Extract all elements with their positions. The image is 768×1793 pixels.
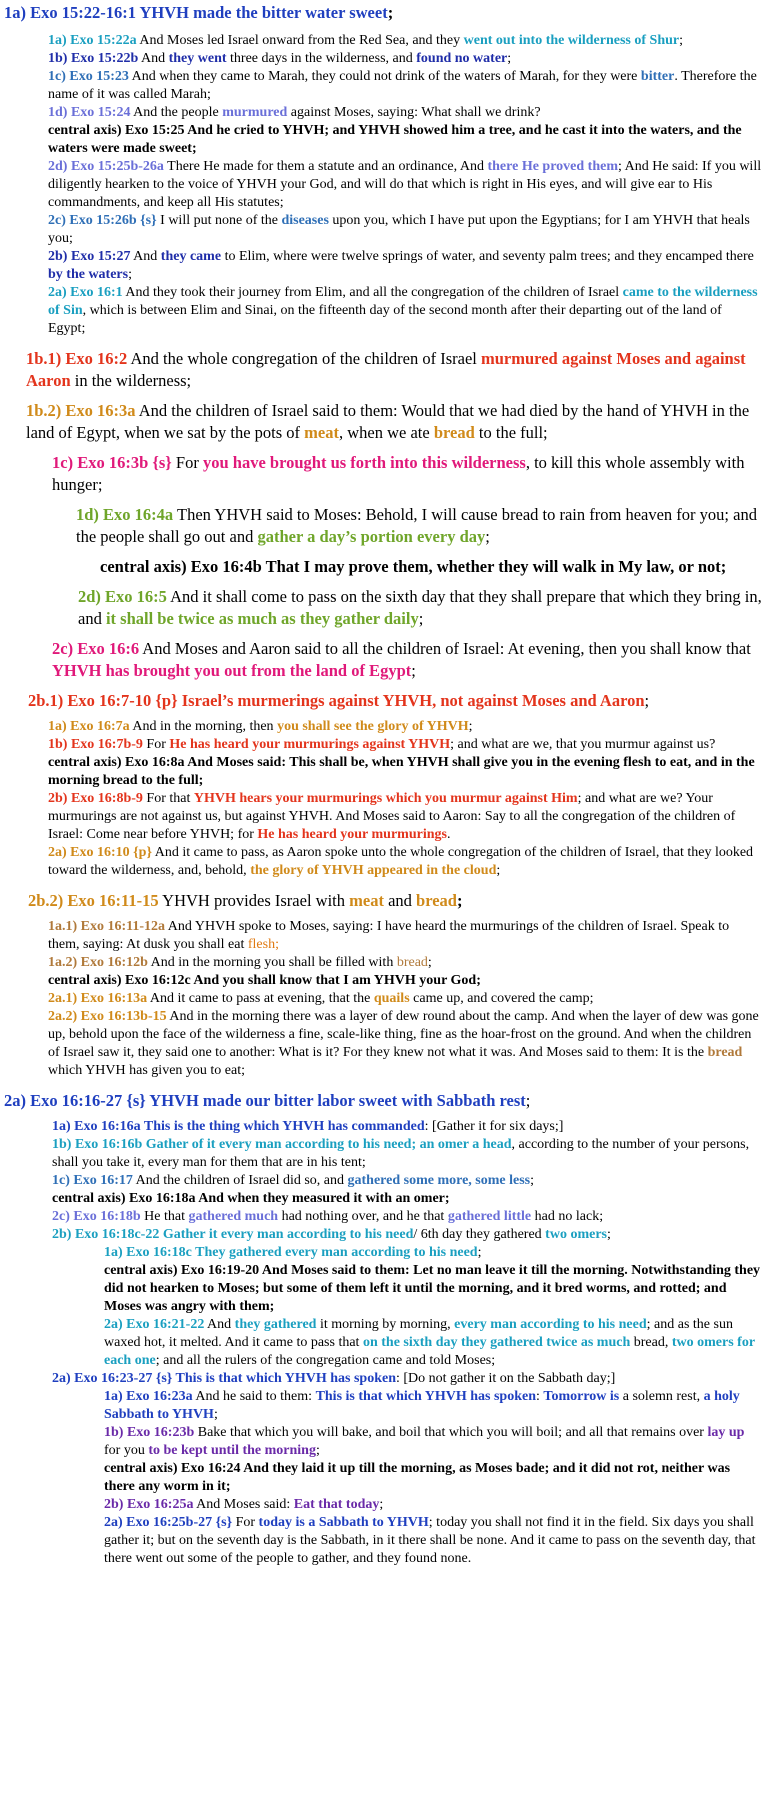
verse-1b1: 1b.1) Exo 16:2 And the whole congregation of the children of Israel murmured against Moses and against Aaron in the wilderness; <box>26 349 746 390</box>
verse-sab-2b: 2b) Exo 16:18c-22 Gather it every man according to his need/ 6th day they gathered two omers; <box>52 1227 611 1242</box>
section-meat-bread-heading: 2b.2) Exo 16:11-15 YHVH provides Israel with meat and bread; <box>28 891 463 910</box>
verse-2b: 2b) Exo 15:27 And they came to Elim, where were twelve springs of water, and seventy palm trees; and they encamped there by the waters; <box>48 249 754 282</box>
verse-spoken-central-axis: central axis) Exo 16:24 And they laid it up till the morning, as Moses bade; and it did not rot, neither was there any worm in it; <box>104 1461 731 1494</box>
verse-1c: 1c) Exo 15:23 And when they came to Marah, they could not drink of the waters of Marah, for they were bitter. Therefore the name of it was called Marah; <box>48 69 757 102</box>
section-sabbath-heading: 2a) Exo 16:16-27 {s} YHVH made our bitter labor sweet with Sabbath rest; <box>4 1091 531 1110</box>
section-sabbath <box>52 1118 762 1568</box>
verse-sab-1a: 1a) Exo 16:16a This is the thing which YHVH has commanded: [Gather it for six days;] <box>52 1119 564 1134</box>
verse-central-axis: central axis) Exo 15:25 And he cried to YHVH; and YHVH showed him a tree, and he cast it into the waters, and the waters were made sweet; <box>48 123 742 156</box>
verse-need-1a: 1a) Exo 16:18c They gathered every man according to his need; <box>104 1245 482 1260</box>
verse-murm-1b: 1b) Exo 16:7b-9 For He has heard your murmurings against YHVH; and what are we, that you murmur against us? <box>48 737 716 752</box>
verse-mb-2a1: 2a.1) Exo 16:13a And it came to pass at evening, that the quails came up, and covered the camp; <box>48 991 594 1006</box>
title-ref: 1a) Exo 15:22-16:1 <box>4 3 136 22</box>
verse-murm-1a: 1a) Exo 16:7a And in the morning, then you shall see the glory of YHVH; <box>48 719 473 734</box>
verse-2d: 2d) Exo 15:25b-26a There He made for them a statute and an ordinance, And there He proved them; And He said: If you will diligently hearken to the voice of YHVH your God, and will do that which is right in His eyes, and will give ear to His commandments, and keep all His statutes; <box>48 159 762 210</box>
verse-spoken-2a: 2a) Exo 16:25b-27 {s} For today is a Sabbath to YHVH; today you shall not find it in the field. Six days you shall gather it; but on the seventh day is the Sabbath, in it there shall be none. And it came to pass on the seventh day, that there went out some of the people to gather, and they found none. <box>104 1515 756 1566</box>
verse-1b: 1b) Exo 15:22b And they went three days in the wilderness, and found no water; <box>48 51 512 66</box>
subsection-gather-need <box>104 1244 762 1370</box>
verse-1a: 1a) Exo 15:22a And Moses led Israel onward from the Red Sea, and they went out into the wilderness of Shur; <box>48 33 684 48</box>
verse-mb-1a2: 1a.2) Exo 16:12b And in the morning you shall be filled with bread; <box>48 955 432 970</box>
verse-sab-1b: 1b) Exo 16:16b Gather of it every man according to his need; an omer a head, according to the number of your persons, shall you take it, every man for them that are in his tent; <box>52 1137 750 1170</box>
verse-mb-1a1: 1a.1) Exo 16:11-12a And YHVH spoke to Moses, saying: I have heard the murmurings of the children of Israel. Speak to them, saying: At dusk you shall eat flesh; <box>48 919 730 952</box>
verse-2c: 2c) Exo 15:26b {s} I will put none of the diseases upon you, which I have put upon the Egyptians; for I am YHVH that heals you; <box>48 213 750 246</box>
verse-murm-central-axis: central axis) Exo 16:8a And Moses said: This shall be, when YHVH shall give you in the evening flesh to eat, and in the morning bread to the full; <box>48 755 755 788</box>
verse-1b2: 1b.2) Exo 16:3a And the children of Israel said to them: Would that we had died by the hand of YHVH in the land of Egypt, when we sat by the pots of meat, when we ate bread to the full; <box>26 401 750 442</box>
verse-spoken-2b: 2b) Exo 16:25a And Moses said: Eat that today; <box>104 1497 384 1512</box>
title-text: YHVH made the bitter water sweet <box>135 3 388 22</box>
subsection-sabbath-spoken <box>104 1388 762 1568</box>
section-bitter-water <box>48 32 762 338</box>
verse-murm-2b: 2b) Exo 16:8b-9 For that YHVH hears your murmurings which you murmur against Him; and what are we? Your murmurings are not against us, but against YHVH. And Moses said to Aaron: Say to all the congregation of the children of Israel: Come near before YHVH; for He has heard your murmurings. <box>48 791 736 842</box>
verse-1c-wilderness: 1c) Exo 16:3b {s} For you have brought us forth into this wilderness, to kill this whole assembly with hunger; <box>52 453 745 494</box>
verse-need-central-axis: central axis) Exo 16:19-20 And Moses said to them: Let no man leave it till the morning. Notwithstanding they did not hearken to Moses; but some of them left it until the morning, and it bred worms, and rotted; and Moses was angry with them; <box>104 1263 761 1314</box>
verse-2a: 2a) Exo 16:1 And they took their journey from Elim, and all the congregation of the children of Israel came to the wilderness of Sin, which is between Elim and Sinai, on the fifteenth day of the second month after their departing out of the land of Egypt; <box>48 285 758 336</box>
verse-mb-2a2: 2a.2) Exo 16:13b-15 And in the morning there was a layer of dew round about the camp. And when the layer of dew was gone up, behold upon the face of the wilderness a fine, scale-like thing, fine as the hoar-frost on the ground. And when the children of Israel saw it, they said one to another: What is it? For they knew not what it was. And Moses said to them: It is the bread which YHVH has given you to eat; <box>48 1009 759 1078</box>
verse-1d: 1d) Exo 15:24 And the people murmured against Moses, saying: What shall we drink? <box>48 105 541 120</box>
verse-mb-central-axis: central axis) Exo 16:12c And you shall know that I am YHVH your God; <box>48 973 481 988</box>
verse-spoken-1b: 1b) Exo 16:23b Bake that which you will bake, and boil that which you will boil; and all that remains over lay up for you to be kept until the morning; <box>104 1425 745 1458</box>
verse-need-2a: 2a) Exo 16:21-22 And they gathered it morning by morning, every man according to his need; and as the sun waxed hot, it melted. And it came to pass that on the sixth day they gathered twice as much bread, two omers for each one; and all the rulers of the congregation came and told Moses; <box>104 1317 755 1368</box>
verse-2c-egypt: 2c) Exo 16:6 And Moses and Aaron said to all the children of Israel: At evening, then you shall know that YHVH has brought you out from the land of Egypt; <box>52 639 751 680</box>
verse-murm-2a: 2a) Exo 16:10 {p} And it came to pass, as Aaron spoke unto the whole congregation of the children of Israel, that they looked toward the wilderness, and, behold, the glory of YHVH appeared in the cloud; <box>48 845 754 878</box>
verse-sab-2a: 2a) Exo 16:23-27 {s} This is that which YHVH has spoken: [Do not gather it on the Sabbath day;] <box>52 1371 616 1386</box>
verse-central-axis-prove: central axis) Exo 16:4b That I may prove them, whether they will walk in My law, or not; <box>100 557 727 576</box>
verse-sab-2c: 2c) Exo 16:18b He that gathered much had nothing over, and he that gathered little had no lack; <box>52 1209 604 1224</box>
verse-spoken-1a: 1a) Exo 16:23a And he said to them: This is that which YHVH has spoken: Tomorrow is a solemn rest, a holy Sabbath to YHVH; <box>104 1389 740 1422</box>
verse-1d-bread-from-heaven: 1d) Exo 16:4a Then YHVH said to Moses: Behold, I will cause bread to rain from heaven for you; and the people shall go out and gather a day’s portion every day; <box>76 505 757 546</box>
section-murmerings <box>48 718 762 880</box>
verse-sab-1c: 1c) Exo 16:17 And the children of Israel did so, and gathered some more, some less; <box>52 1173 535 1188</box>
section-meat-bread <box>48 918 762 1080</box>
verse-sab-central-axis: central axis) Exo 16:18a And when they measured it with an omer; <box>52 1191 450 1206</box>
document-title: 1a) Exo 15:22-16:1 YHVH made the bitter water sweet; <box>4 3 394 22</box>
verse-2d-sixth-day: 2d) Exo 16:5 And it shall come to pass on the sixth day that they shall prepare that which they bring in, and it shall be twice as much as they gather daily; <box>78 587 762 628</box>
section-murmerings-heading: 2b.1) Exo 16:7-10 {p} Israel’s murmerings against YHVH, not against Moses and Aaron; <box>28 691 650 710</box>
